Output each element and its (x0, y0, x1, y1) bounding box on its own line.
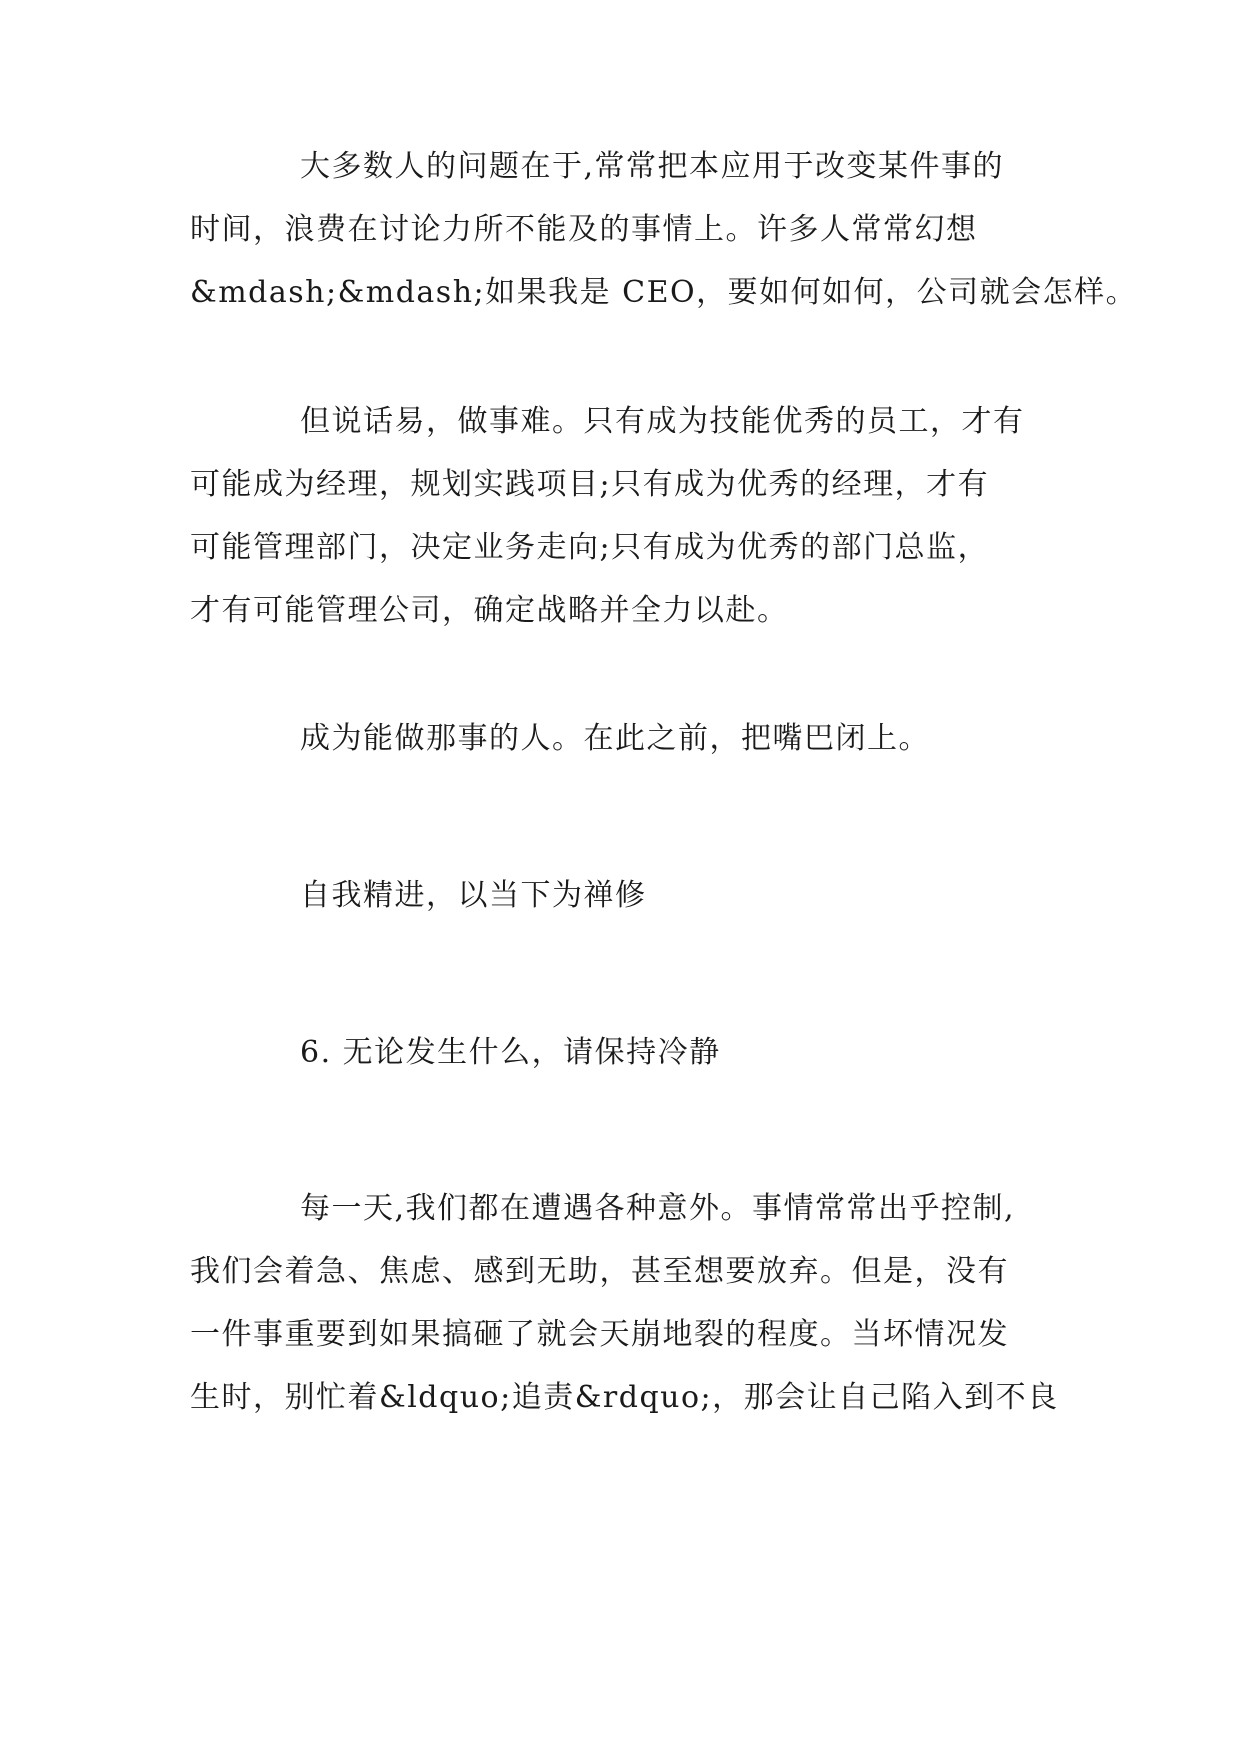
paragraph-3 (190, 707, 1050, 770)
text-line: &mdash;&mdash;如果我是 CEO，要如何如何，公司就会怎样。 (190, 275, 1138, 310)
paragraph-4 (190, 1177, 1059, 1429)
text-line: 6. 无论发生什么，请保持冷静 (300, 1035, 721, 1070)
paragraph-1 (190, 135, 1138, 324)
text-line: 我们会着急、焦虑、感到无助，甚至想要放弃。但是，没有 (190, 1254, 1009, 1289)
paragraph-2 (190, 390, 1050, 642)
text-line: 可能成为经理，规划实践项目;只有成为优秀的经理，才有 (190, 467, 990, 502)
section-heading (190, 864, 1050, 927)
text-line: 一件事重要到如果搞砸了就会天崩地裂的程度。当坏情况发 (190, 1317, 1009, 1352)
text-line: 成为能做那事的人。在此之前，把嘴巴闭上。 (300, 721, 930, 756)
text-line: 大多数人的问题在于,常常把本应用于改变某件事的 (300, 149, 1005, 184)
text-line: 每一天,我们都在遭遇各种意外。事情常常出乎控制, (300, 1191, 1016, 1226)
numbered-heading (190, 1021, 1050, 1084)
text-line: 生时，别忙着&ldquo;追责&rdquo;，那会让自己陷入到不良 (190, 1380, 1059, 1415)
text-line: 可能管理部门，决定业务走向;只有成为优秀的部门总监， (190, 530, 990, 565)
text-line: 才有可能管理公司，确定战略并全力以赴。 (190, 593, 789, 628)
text-line: 自我精进，以当下为禅修 (300, 878, 647, 913)
text-line: 但说话易，做事难。只有成为技能优秀的员工，才有 (300, 404, 1025, 439)
text-line: 时间，浪费在讨论力所不能及的事情上。许多人常常幻想 (190, 212, 978, 247)
